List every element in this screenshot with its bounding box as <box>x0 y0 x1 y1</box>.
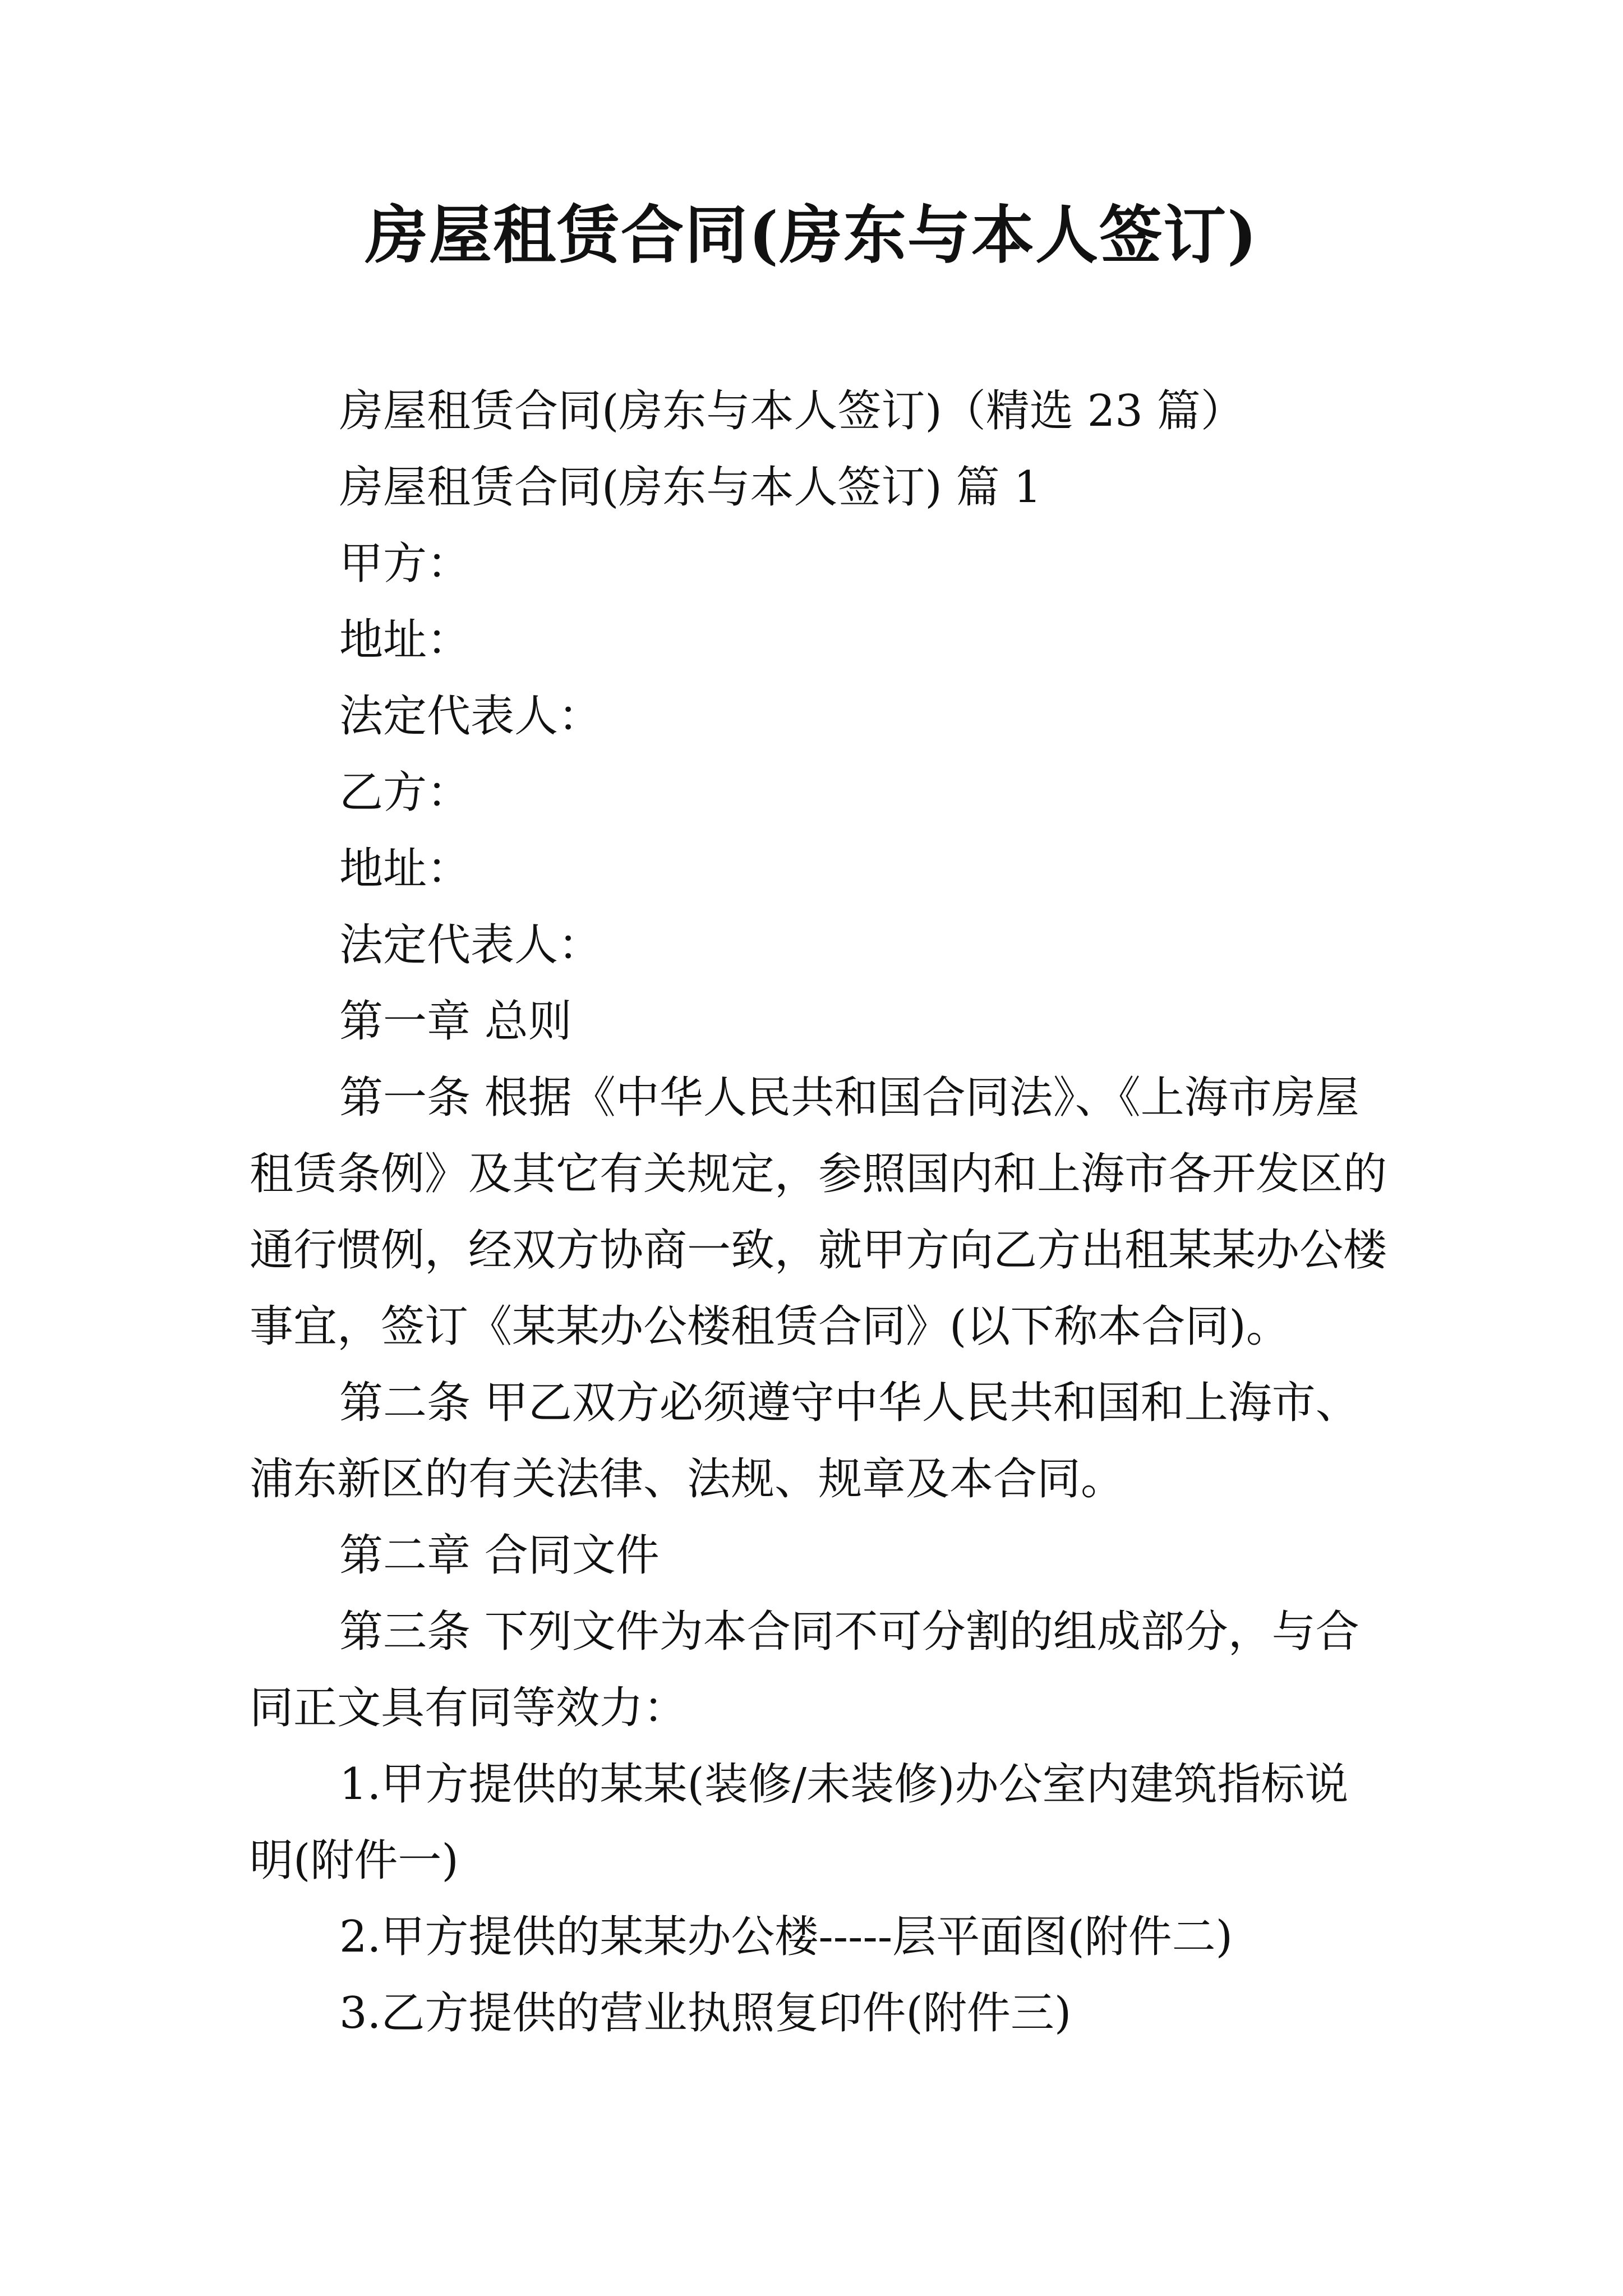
paragraph: 地址： <box>339 844 471 894</box>
document-body <box>250 373 1391 2051</box>
paragraph: 房屋租赁合同(房东与本人签订)（精选 23 篇） <box>339 386 1244 436</box>
paragraph: 2.甲方提供的某某办公楼-----层平面图(附件二) <box>339 1912 1233 1962</box>
document-title: 房屋租赁合同(房东与本人签订) <box>365 199 1258 272</box>
paragraph: 第一条 根据《中华人民共和国合同法》、《上海市房屋租赁条例》及其它有关规定，参照国内和上海市各开发区的通行惯例，经双方协商一致，就甲方向乙方出租某某办公楼事宜，签订《某某办公楼租赁合同》(以下称本合同)。 <box>250 1073 1387 1352</box>
paragraph: 甲方： <box>339 539 471 589</box>
paragraph: 地址： <box>339 615 471 665</box>
paragraph: 乙方： <box>339 767 471 818</box>
paragraph: 3.乙方提供的营业执照复印件(附件三) <box>339 1988 1072 2039</box>
paragraph: 法定代表人： <box>339 691 602 742</box>
paragraph: 法定代表人： <box>339 920 602 970</box>
paragraph: 房屋租赁合同(房东与本人签订) 篇 1 <box>339 462 1042 513</box>
chapter-heading: 第一章 总则 <box>339 996 572 1047</box>
paragraph: 第三条 下列文件为本合同不可分割的组成部分，与合同正文具有同等效力： <box>250 1607 1359 1733</box>
paragraph: 第二条 甲乙双方必须遵守中华人民共和国和上海市、浦东新区的有关法律、法规、规章及本合同。 <box>250 1378 1359 1504</box>
paragraph: 1.甲方提供的某某(装修/未装修)办公室内建筑指标说明(附件一) <box>250 1759 1349 1886</box>
chapter-heading: 第二章 合同文件 <box>339 1530 660 1581</box>
